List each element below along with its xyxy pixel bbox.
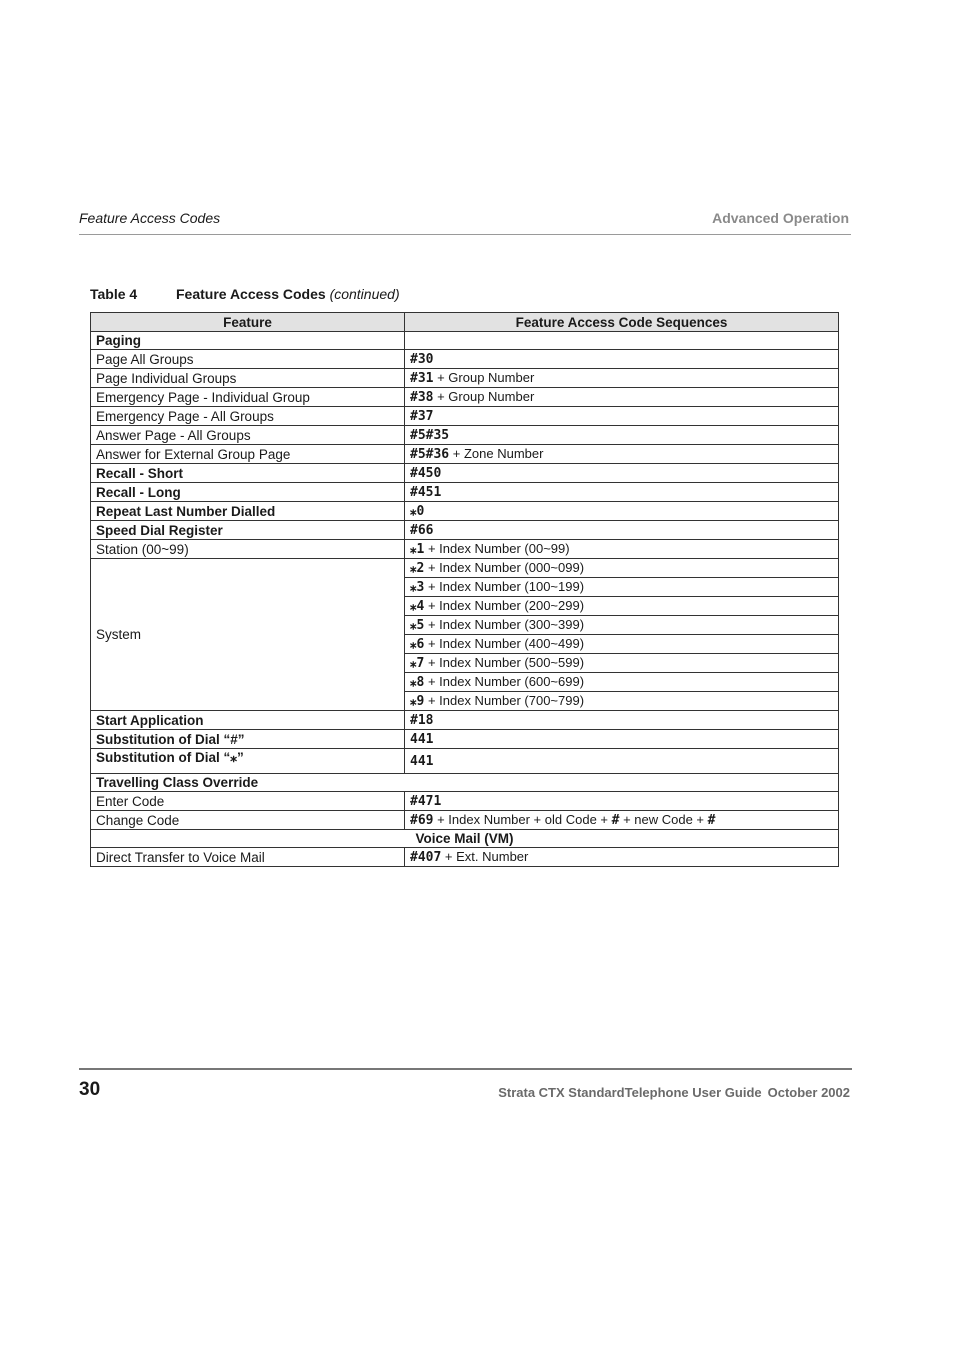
column-header-feature: Feature [91,313,405,332]
code-cell [405,350,839,369]
code-cell [405,483,839,502]
code-suffix: + Index Number (200~299) [424,598,585,613]
table-row [91,426,839,445]
code-cell [405,597,839,616]
feature-cell: Emergency Page - Individual Group [91,388,405,407]
code-value: #31 [410,371,434,386]
code-suffix: + Index Number (500~599) [424,655,585,670]
code-value: ⁎7 [410,656,425,671]
footer-guide-title: Strata CTX StandardTelephone User Guide [498,1085,762,1100]
table-row [91,483,839,502]
feature-cell: Emergency Page - All Groups [91,407,405,426]
section-paging: Paging [91,332,405,350]
feature-cell: Recall - Short [91,464,405,483]
code-value: ⁎6 [410,637,425,652]
table-header-row [91,313,839,332]
table-row [91,792,839,811]
code-cell [405,692,839,711]
code-value: ⁎8 [410,675,425,690]
section-voice-mail: Voice Mail (VM) [91,830,839,848]
running-header-chapter: Advanced Operation [712,210,849,226]
table-row [91,350,839,369]
code-cell [405,578,839,597]
code-value: ⁎0 [410,504,425,519]
code-value: #471 [410,794,442,809]
code-value: 441 [410,732,434,747]
code-cell [405,848,839,867]
code-value: #407 [410,850,442,865]
table-row [91,848,839,867]
column-header-codes: Feature Access Code Sequences [405,313,839,332]
table-continued: (continued) [329,286,400,302]
code-cell [405,673,839,692]
feature-cell: Speed Dial Register [91,521,405,540]
feature-cell: Answer Page - All Groups [91,426,405,445]
header-divider [79,234,851,235]
code-cell [405,369,839,388]
feature-cell: Change Code [91,811,405,830]
code-suffix: + new Code + [619,812,708,827]
code-hash: # [707,813,716,828]
footer-guide-info [492,1085,850,1100]
table-title: Feature Access Codes [176,286,326,302]
table-row [91,559,839,578]
code-cell [405,792,839,811]
code-cell [405,749,839,774]
table-number: Table 4 [90,286,138,302]
table-row [91,711,839,730]
code-suffix: + Index Number (300~399) [424,617,585,632]
code-cell [405,540,839,559]
code-value: #18 [410,713,434,728]
code-value: #37 [410,409,434,424]
feature-cell: Answer for External Group Page [91,445,405,464]
table-row [91,811,839,830]
feature-cell: Enter Code [91,792,405,811]
feature-cell: Substitution of Dial “⁎” [91,749,405,774]
code-suffix: + Group Number [433,389,535,404]
code-cell [405,616,839,635]
code-cell [405,426,839,445]
table-row [91,369,839,388]
table-caption [90,286,400,302]
feature-cell-system: System [91,559,405,711]
feature-cell: Station (00~99) [91,540,405,559]
code-value: ⁎3 [410,580,425,595]
code-cell [405,730,839,749]
code-value: ⁎1 [410,542,425,557]
code-suffix: + Index Number (700~799) [424,693,585,708]
table-row [91,730,839,749]
code-suffix: + Index Number + old Code + [433,812,612,827]
table-row [91,332,839,350]
table-row [91,521,839,540]
code-value: #69 [410,813,434,828]
code-cell [405,559,839,578]
table-row [91,407,839,426]
code-cell [405,521,839,540]
code-value: ⁎9 [410,694,425,709]
table-row [91,830,839,848]
code-value: ⁎4 [410,599,425,614]
code-cell [405,635,839,654]
code-value: #38 [410,390,434,405]
code-suffix: + Group Number [433,370,535,385]
table-row [91,540,839,559]
code-cell [405,464,839,483]
table-row [91,749,839,774]
feature-cell: Start Application [91,711,405,730]
table-row [91,464,839,483]
code-cell [405,388,839,407]
code-cell [405,654,839,673]
feature-cell: Page All Groups [91,350,405,369]
code-value: ⁎5 [410,618,425,633]
feature-cell: Direct Transfer to Voice Mail [91,848,405,867]
page-number: 30 [79,1079,101,1100]
code-suffix: + Index Number (100~199) [424,579,585,594]
code-suffix: + Index Number (00~99) [424,541,570,556]
code-suffix: + Index Number (600~699) [424,674,585,689]
code-value: #5#35 [410,428,450,443]
code-cell [405,711,839,730]
code-cell [405,445,839,464]
code-hash: # [611,813,620,828]
feature-cell: Page Individual Groups [91,369,405,388]
code-suffix: + Index Number (400~499) [424,636,585,651]
footer-date: October 2002 [767,1085,850,1100]
code-value: #66 [410,523,434,538]
feature-cell: Substitution of Dial “#” [91,730,405,749]
code-value: #30 [410,352,434,367]
code-value: 441 [410,754,434,769]
code-suffix: + Zone Number [449,446,544,461]
code-value: ⁎2 [410,561,425,576]
code-suffix: + Ext. Number [441,849,529,864]
code-cell [405,407,839,426]
running-header-section: Feature Access Codes [79,210,221,226]
section-travelling-class: Travelling Class Override [91,774,839,792]
code-value: #450 [410,466,442,481]
table-row [91,445,839,464]
code-value: #5#36 [410,447,450,462]
feature-cell: Repeat Last Number Dialled [91,502,405,521]
code-value: #451 [410,485,442,500]
table-row [91,502,839,521]
table-row [91,388,839,407]
table-row [91,774,839,792]
footer-divider [79,1068,852,1070]
code-cell [405,811,839,830]
code-cell [405,502,839,521]
feature-cell: Recall - Long [91,483,405,502]
feature-access-codes-table [90,312,839,867]
code-suffix: + Index Number (000~099) [424,560,585,575]
